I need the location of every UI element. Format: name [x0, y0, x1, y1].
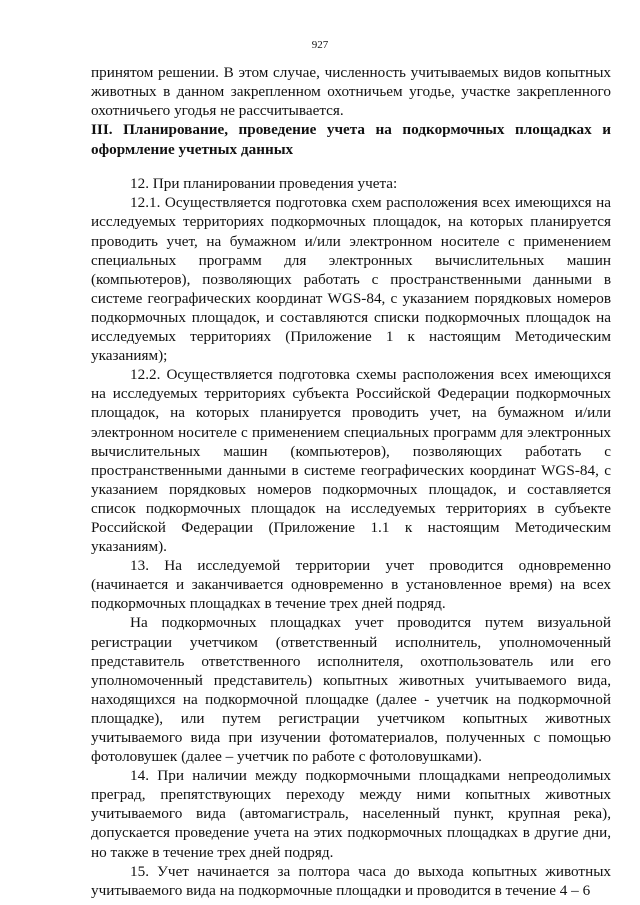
paragraph-13-method: На подкормочных площадках учет проводится путем визуальной регистрации учетчиком (ответственный исполнитель, уполномоченный представитель ответственного исполнителя, охотпользователь или его уполномоченный представитель) копытных животных учитываемого вида, находящихся на подкормочной площадке (далее - учетчик на подкормочной площадке), или путем регистрации учетчиком копытных животных учитываемого вида при изучении фотоматериалов, полученных с помощью фотоловушек (далее – учетчик по работе с фотоловушками).	[91, 614, 611, 766]
paragraph-15: 15. Учет начинается за полтора часа до выхода копытных животных учитываемого вида на подкормочные площадки и проводится в течение 4 – 6	[91, 862, 611, 899]
document-body	[91, 63, 611, 900]
paragraph-12-2: 12.2. Осуществляется подготовка схемы расположения всех имеющихся на исследуемых территориях субъекта Российской Федерации подкормочных площадок, на которых планируется проводить учет, на бумажном и/или электронном носителе с применением специальных программ для электронных вычислительных машин (компьютеров), позволяющих работать с пространственными данными в системе географических координат WGS-84, с указанием порядковых номеров подкормочных площадок, и составляется список подкормочных площадок на исследуемых территориях в субъекте Российской Федерации (Приложение 1.1 к настоящим Методическим указаниям).	[91, 366, 611, 556]
paragraph-13: 13. На исследуемой территории учет проводится одновременно (начинается и заканчивается одновременно в установленное время) на всех подкормочных площадках в течение трех дней подряд.	[91, 557, 611, 613]
paragraph-12: 12. При планировании проведения учета:	[130, 175, 398, 193]
paragraph-12-1: 12.1. Осуществляется подготовка схем расположения всех имеющихся на исследуемых территориях подкормочных площадок, на которых планируется проводить учет, на бумажном и/или электронном носителе с применением специальных программ для электронных вычислительных машин (компьютеров), позволяющих работать с пространственными данными в системе географических координат WGS-84, с указанием порядковых номеров подкормочных площадок, и составляются списки подкормочных площадок на исследуемых территориях (Приложение 1 к настоящим Методическим указаниям);	[91, 194, 611, 365]
paragraph-continuation: принятом решении. В этом случае, численность учитываемых видов копытных животных в данном закрепленном охотничьем угодье, участке закрепленного охотничьего угодья не рассчитывается.	[91, 64, 611, 120]
page-number: 927	[311, 39, 329, 51]
section-heading: III. Планирование, проведение учета на подкормочных площадках и оформление учетных данных	[91, 121, 611, 158]
paragraph-14: 14. При наличии между подкормочными площадками непреодолимых преград, препятствующих переходу между ними копытных животных учитываемого вида (автомагистраль, населенный пункт, крупная река), допускается проведение учета на этих подкормочных площадках в другие дни, но также в течение трех дней подряд.	[91, 767, 611, 861]
